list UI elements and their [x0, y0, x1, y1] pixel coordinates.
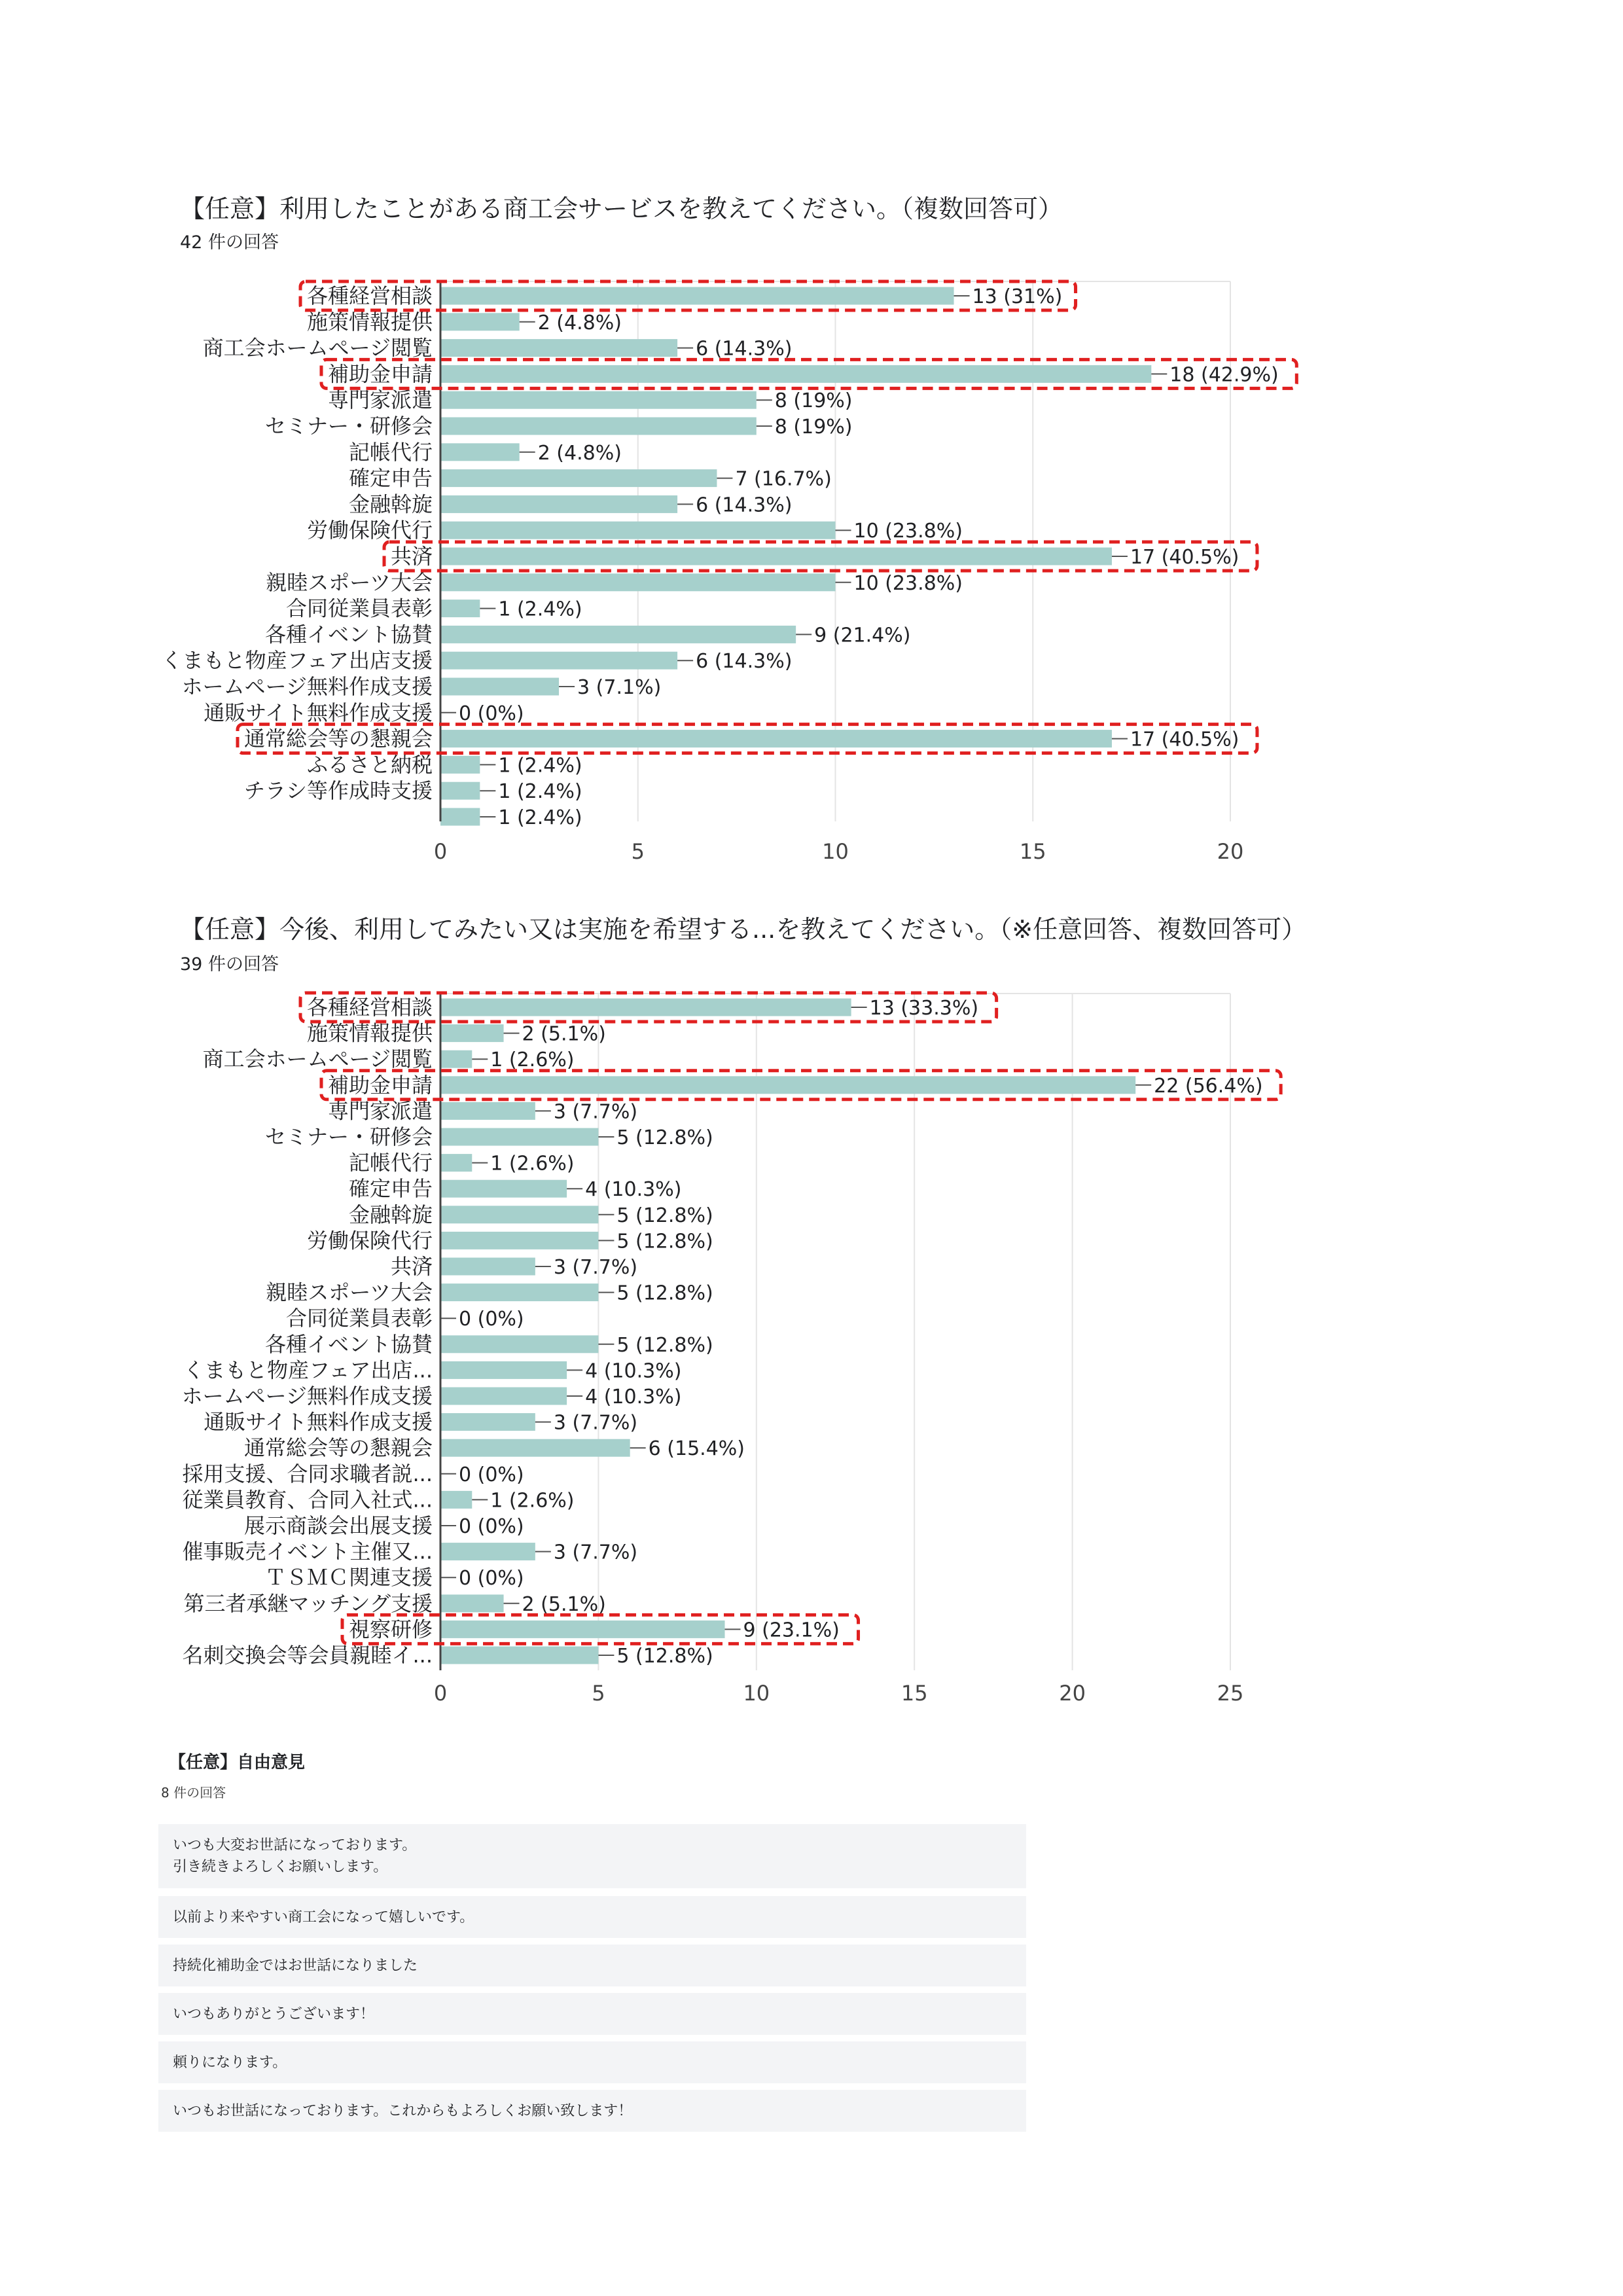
free-response-text: いつも大変お世話になっております。 引き続きよろしくお願いします。: [173, 1837, 417, 1875]
bar: [440, 1283, 598, 1301]
data-label: 18 (42.9%): [1169, 363, 1279, 387]
category-label: チラシ等作成時支援: [243, 778, 433, 804]
x-tick-label: 5: [592, 1681, 605, 1706]
category-label: 各種経営相談: [306, 995, 433, 1020]
bar: [440, 1102, 535, 1120]
data-label: 2 (5.1%): [522, 1022, 606, 1046]
category-label: 各種イベント協賛: [264, 622, 433, 647]
data-label: 7 (16.7%): [735, 467, 832, 491]
data-label: 5 (12.8%): [616, 1126, 713, 1149]
category-label: 合同従業員表彰: [285, 1306, 433, 1331]
bar: [440, 1491, 472, 1509]
data-label: 1 (2.6%): [490, 1049, 575, 1072]
data-label: 1 (2.6%): [490, 1489, 575, 1513]
bar: [440, 1439, 630, 1457]
free-response-5: [158, 2041, 1026, 2083]
data-label: 0 (0%): [459, 1308, 524, 1331]
free-opinion-title: 【任意】自由意見: [169, 1753, 306, 1772]
data-label: 4 (10.3%): [585, 1359, 682, 1383]
category-label: 視察研修: [348, 1617, 433, 1642]
data-label: 5 (12.8%): [616, 1645, 713, 1668]
data-label: 6 (14.3%): [696, 650, 793, 673]
category-label: 確定申告: [348, 1176, 433, 1202]
category-label: 専門家派遣: [327, 1098, 433, 1124]
category-label: 通常総会等の懇親会: [243, 1435, 433, 1461]
data-label: 17 (40.5%): [1130, 728, 1240, 751]
category-label: 労働保険代行: [306, 1228, 433, 1253]
data-label: 22 (56.4%): [1154, 1074, 1263, 1098]
data-label: 1 (2.4%): [498, 598, 582, 621]
free-response-text: いつもありがとうございます！: [173, 2006, 375, 2022]
category-label: 名刺交換会等会員親睦イ...: [182, 1643, 433, 1668]
x-tick-label: 20: [1217, 839, 1244, 864]
data-label: 3 (7.7%): [553, 1256, 638, 1279]
bar: [440, 1388, 567, 1405]
data-label: 3 (7.7%): [553, 1100, 638, 1124]
category-label: ホームページ無料作成支援: [181, 1384, 433, 1408]
data-label: 5 (12.8%): [616, 1204, 713, 1227]
category-label: 親睦スポーツ大会: [266, 569, 433, 595]
category-label: 合同従業員表彰: [285, 596, 433, 621]
category-label: 記帳代行: [348, 1150, 433, 1175]
bar: [440, 1621, 725, 1638]
bar: [440, 1076, 1135, 1094]
data-label: 0 (0%): [459, 1567, 524, 1590]
category-label: セミナー・研修会: [264, 1124, 433, 1149]
x-tick-label: 20: [1059, 1681, 1086, 1706]
data-label: 5 (12.8%): [616, 1282, 713, 1305]
bar: [440, 1594, 504, 1612]
data-label: 3 (7.7%): [553, 1541, 638, 1564]
free-opinion-count: 8 件の回答: [161, 1785, 226, 1801]
data-label: 6 (14.3%): [696, 337, 793, 361]
data-label: 5 (12.8%): [616, 1230, 713, 1253]
x-tick-label: 10: [822, 839, 849, 864]
data-label: 1 (2.4%): [498, 780, 582, 804]
data-label: 0 (0%): [459, 702, 524, 725]
free-response-text: 持続化補助金ではお世話になりました: [173, 1958, 418, 1974]
data-label: 1 (2.4%): [498, 806, 582, 829]
data-label: 9 (23.1%): [743, 1619, 840, 1642]
category-label: 通販サイト無料作成支援: [204, 700, 433, 725]
category-label: 従業員教育、合同入社式...: [182, 1487, 433, 1513]
bar: [440, 1050, 472, 1068]
category-label: 補助金申請: [327, 361, 433, 387]
category-label: 親睦スポーツ大会: [266, 1280, 433, 1305]
x-tick-label: 5: [631, 839, 645, 864]
x-tick-label: 0: [433, 1681, 448, 1706]
category-label: 労働保険代行: [306, 518, 433, 543]
category-label: くまもと物産フェア出店支援: [161, 648, 433, 673]
question-1-response-count: 42 件の回答: [180, 232, 279, 253]
bar: [440, 1413, 535, 1431]
bar: [440, 1361, 567, 1379]
bar: [440, 999, 851, 1016]
category-label: 金融斡旋: [348, 1202, 433, 1227]
data-label: 9 (21.4%): [814, 624, 911, 647]
category-label: 確定申告: [348, 465, 433, 491]
data-label: 5 (12.8%): [616, 1333, 713, 1357]
bar: [440, 1154, 472, 1172]
category-label: 催事販売イベント主催又...: [182, 1539, 433, 1564]
category-label: 各種イベント協賛: [264, 1331, 433, 1357]
category-label: 施策情報提供: [306, 1020, 433, 1046]
data-label: 2 (4.8%): [537, 311, 622, 334]
category-label: 補助金申請: [327, 1072, 433, 1098]
bar: [440, 1232, 598, 1249]
data-label: 13 (33.3%): [869, 997, 979, 1020]
category-label: 金融斡旋: [348, 492, 433, 517]
category-label: 商工会ホームページ閲覧: [202, 335, 433, 361]
category-label: 施策情報提供: [306, 309, 433, 334]
category-label: 共済: [390, 544, 433, 569]
free-response-text: 頼りになります。: [173, 2054, 287, 2071]
bar: [440, 1180, 567, 1198]
free-response-text: いつもお世話になっております。これからもよろしくお願い致します！: [173, 2103, 633, 2119]
bar: [440, 1543, 535, 1560]
category-label: ホームページ無料作成支援: [181, 674, 433, 699]
free-response-3: [158, 1945, 1026, 1986]
data-label: 8 (19%): [774, 389, 853, 413]
data-label: 3 (7.1%): [577, 676, 662, 699]
x-tick-label: 15: [1019, 839, 1046, 864]
bar: [440, 1128, 598, 1146]
category-label: 各種経営相談: [306, 283, 433, 308]
bar: [440, 1335, 598, 1353]
free-response-4: [158, 1993, 1026, 2035]
data-label: 2 (4.8%): [537, 441, 622, 465]
category-label: 共済: [390, 1254, 433, 1279]
data-label: 4 (10.3%): [585, 1178, 682, 1202]
data-label: 10 (23.8%): [853, 571, 963, 595]
x-tick-label: 10: [743, 1681, 770, 1706]
category-label: 記帳代行: [348, 439, 433, 465]
data-label: 0 (0%): [459, 1515, 524, 1538]
data-label: 0 (0%): [459, 1463, 524, 1486]
category-label: 第三者承継マッチング支援: [183, 1590, 433, 1616]
data-label: 3 (7.7%): [553, 1411, 638, 1435]
data-label: 13 (31%): [972, 285, 1063, 308]
category-label: くまもと物産フェア出店...: [183, 1357, 433, 1383]
category-label: 展示商談会出展支援: [243, 1513, 433, 1538]
data-label: 6 (15.4%): [648, 1437, 745, 1461]
question-1-title: 【任意】利用したことがある商工会サービスを教えてください。（複数回答可）: [180, 194, 1063, 223]
free-response-6: [158, 2090, 1026, 2132]
free-response-2: [158, 1896, 1026, 1938]
data-label: 1 (2.6%): [490, 1152, 575, 1175]
category-label: 専門家派遣: [327, 387, 433, 413]
category-label: 商工会ホームページ閲覧: [202, 1047, 433, 1072]
category-label: 通常総会等の懇親会: [243, 726, 433, 751]
x-tick-label: 15: [901, 1681, 928, 1706]
data-label: 4 (10.3%): [585, 1386, 682, 1408]
data-label: 17 (40.5%): [1130, 546, 1240, 569]
data-label: 10 (23.8%): [853, 520, 963, 543]
category-label: ＴＳＭＣ関連支援: [264, 1565, 433, 1590]
bar: [440, 1647, 598, 1664]
free-response-1: [158, 1824, 1026, 1888]
bar: [440, 1206, 598, 1223]
data-label: 2 (5.1%): [522, 1592, 606, 1616]
free-response-text: 以前より来やすい商工会になって嬉しいです。: [173, 1909, 474, 1926]
category-label: 通販サイト無料作成支援: [204, 1409, 433, 1435]
data-label: 8 (19%): [774, 416, 853, 439]
data-label: 6 (14.3%): [696, 493, 793, 517]
question-2-title: 【任意】今後、利用してみたい又は実施を希望する...を教えてください。（※任意回答、複数回答可）: [180, 915, 1307, 944]
bar: [440, 1258, 535, 1276]
data-label: 1 (2.4%): [498, 754, 582, 778]
x-tick-label: 25: [1217, 1681, 1244, 1706]
category-label: 採用支援、合同求職者説...: [182, 1461, 433, 1486]
bar: [440, 1024, 504, 1042]
x-tick-label: 0: [433, 839, 448, 864]
category-label: セミナー・研修会: [264, 414, 433, 439]
category-label: ふるさと納税: [306, 752, 433, 778]
question-2-response-count: 39 件の回答: [180, 954, 279, 975]
